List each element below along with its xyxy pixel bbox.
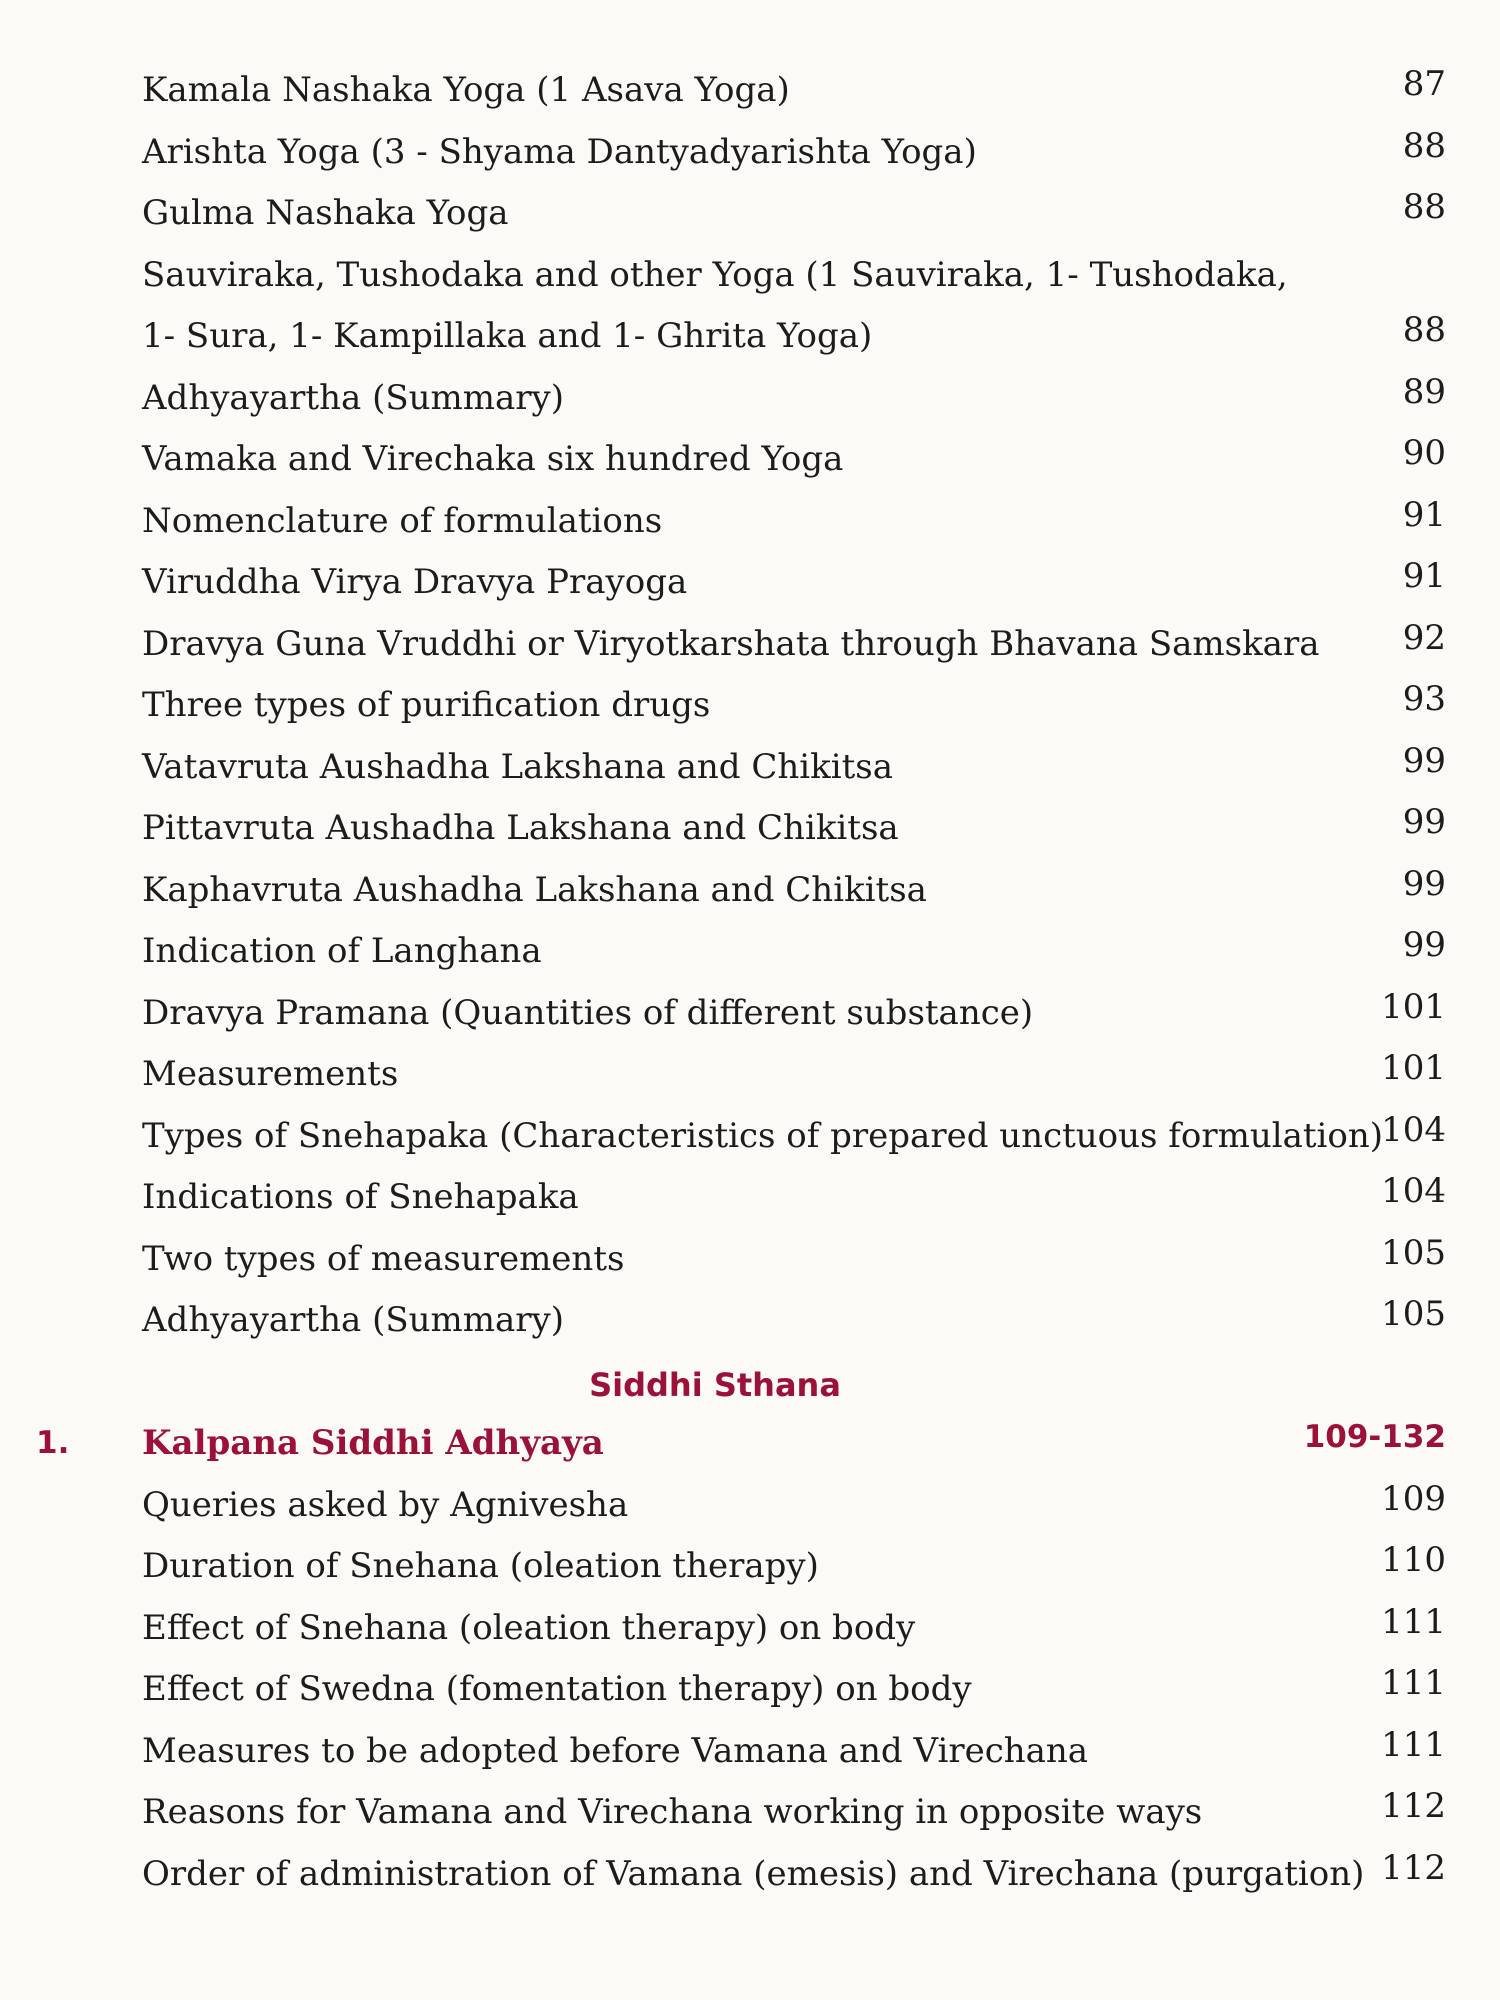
toc-entry-title: Kamala Nashaka Yoga (1 Asava Yoga) [142,70,790,110]
toc-entry [0,122,1500,184]
toc-entry-page: 101 [1381,986,1446,1027]
toc-entry [0,860,1500,922]
toc-entry-title: Duration of Snehana (oleation therapy) [142,1546,819,1586]
toc-entry-page: 99 [1402,740,1446,781]
toc-entry-title: Vatavruta Aushadha Lakshana and Chikitsa [142,746,893,787]
toc-entry [0,1290,1500,1352]
table-of-contents [0,60,1500,1905]
toc-entry [0,1044,1500,1106]
toc-entry-page: 87 [1402,64,1446,104]
toc-entry-page: 111 [1381,1663,1446,1703]
toc-entry-page: 88 [1402,310,1446,350]
toc-entry-page: 90 [1402,433,1446,473]
toc-entry [0,675,1500,737]
toc-entry-page: 111 [1381,1601,1446,1642]
toc-entry [0,1229,1500,1291]
toc-entry-title: Nomenclature of formulations [142,500,663,541]
toc-entry [0,1844,1500,1906]
toc-entry [0,1167,1500,1229]
toc-entry-title: Measures to be adopted before Vamana and Virechana [142,1730,1089,1771]
toc-entry-page: 93 [1402,679,1446,719]
toc-entry-page: 105 [1381,1294,1446,1334]
toc-entry-page: 99 [1402,925,1446,965]
toc-entry [0,1536,1500,1598]
toc-entry-title: Vamaka and Virechaka six hundred Yoga [142,439,844,479]
toc-entry [0,552,1500,614]
toc-entry-title: Types of Snehapaka (Characteristics of prepared unctuous formulation) [142,1115,1384,1156]
toc-entry-page: 99 [1402,802,1446,842]
toc-entry-page: 88 [1402,187,1446,227]
toc-entry-title: Effect of Swedna (fomentation therapy) on body [142,1669,972,1709]
toc-entry-title: 1- Sura, 1- Kampillaka and 1- Ghrita Yoga) [142,316,873,356]
toc-entry-title: Three types of purification drugs [142,685,711,725]
toc-entry-title: Order of administration of Vamana (emesis) and Virechana (purgation) [142,1853,1365,1894]
toc-entry-page: 88 [1402,125,1446,166]
toc-entry-title: Two types of measurements [142,1238,625,1279]
toc-entry-title: Dravya Pramana (Quantities of different substance) [142,992,1034,1033]
toc-entry-title: Sauviraka, Tushodaka and other Yoga (1 Sauviraka, 1- Tushodaka, [142,254,1288,295]
section-heading [0,1352,1500,1414]
toc-entry [0,1659,1500,1721]
toc-entry-page: 91 [1402,494,1446,535]
toc-entry-page: 104 [1381,1109,1446,1150]
toc-entry [0,60,1500,122]
toc-entry-page: 112 [1381,1847,1446,1888]
toc-entry-title: Pittavruta Aushadha Lakshana and Chikitsa [142,808,899,848]
toc-entry-title: Adhyayartha (Summary) [142,377,564,418]
toc-entry-page: 110 [1381,1540,1446,1580]
toc-entry-title: Dravya Guna Vruddhi or Viryotkarshata through Bhavana Samskara [142,623,1320,664]
toc-entry [0,1782,1500,1844]
toc-entry [0,491,1500,553]
toc-entry [0,798,1500,860]
toc-entry-title: Effect of Snehana (oleation therapy) on body [142,1607,916,1648]
toc-entry-page: 111 [1381,1724,1446,1765]
toc-entry [0,245,1500,307]
chapter-title: Kalpana Siddhi Adhyaya [142,1423,604,1463]
toc-entry-page: 104 [1381,1171,1446,1211]
toc-entry [0,1598,1500,1660]
toc-entry-title: Measurements [142,1054,399,1094]
toc-entry-title: Adhyayartha (Summary) [142,1300,564,1340]
chapter-page-range: 109-132 [1303,1419,1446,1455]
toc-entry-title: Queries asked by Agnivesha [142,1484,629,1525]
toc-entry [0,921,1500,983]
toc-entry [0,429,1500,491]
toc-entry [0,1475,1500,1537]
toc-entry [0,368,1500,430]
toc-entry [0,1721,1500,1783]
toc-entry [0,614,1500,676]
toc-entry-continuation [0,306,1500,368]
toc-entry-page: 112 [1381,1786,1446,1826]
toc-entry-page: 99 [1402,863,1446,904]
toc-entry [0,737,1500,799]
toc-entry [0,1106,1500,1168]
toc-entry-page: 105 [1381,1232,1446,1273]
toc-entry-page: 92 [1402,617,1446,658]
toc-entry-title: Arishta Yoga (3 - Shyama Dantyadyarishta Yoga) [142,131,977,172]
toc-entry-page: 91 [1402,556,1446,596]
toc-entry-title: Indication of Langhana [142,931,542,971]
toc-entry-title: Viruddha Virya Dravya Prayoga [142,562,688,602]
toc-entry [0,983,1500,1045]
toc-entry-title: Reasons for Vamana and Virechana working in opposite ways [142,1792,1203,1832]
toc-entry [0,183,1500,245]
toc-entry-title: Indications of Snehapaka [142,1177,579,1217]
chapter-number: 1. [36,1425,70,1461]
chapter-heading [0,1413,1500,1475]
toc-entry-page: 89 [1402,371,1446,412]
toc-entry-title: Gulma Nashaka Yoga [142,193,509,233]
toc-entry-page: 101 [1381,1048,1446,1088]
toc-entry-title: Kaphavruta Aushadha Lakshana and Chikitsa [142,869,927,910]
toc-entry-page: 109 [1381,1478,1446,1519]
section-heading-text: Siddhi Sthana [589,1365,841,1404]
